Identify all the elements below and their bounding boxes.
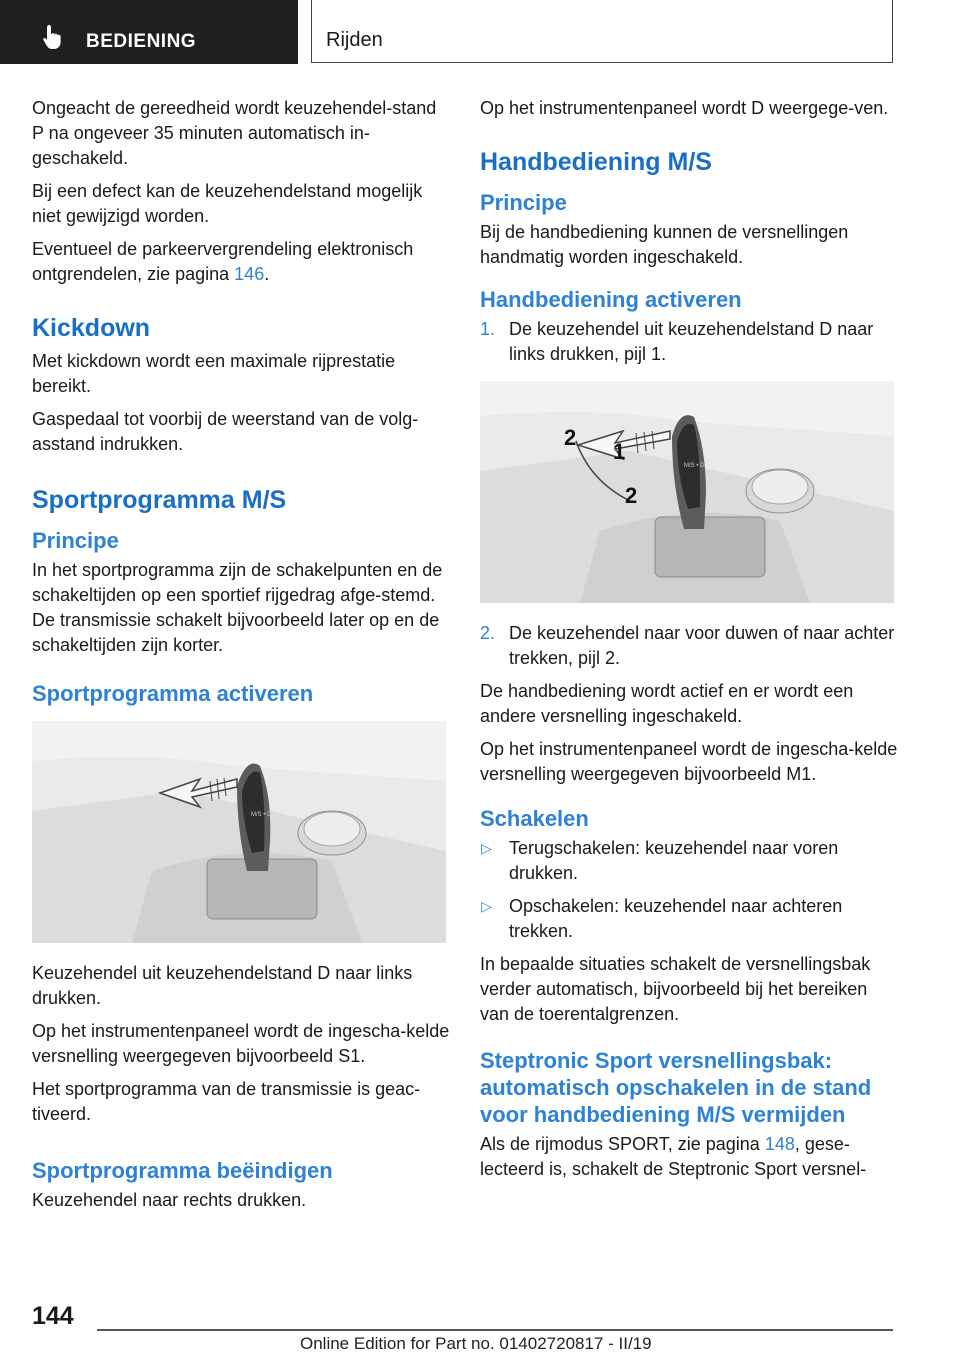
header-section-label: BEDIENING: [86, 31, 197, 52]
heading-handbediening: Handbediening M/S: [480, 148, 712, 176]
header-section-tab: [0, 0, 298, 64]
footer-edition: Online Edition for Part no. 01402720817 - II/19: [300, 1334, 652, 1353]
page-link-146[interactable]: 146: [234, 264, 265, 284]
paragraph: Het sportprogramma van de transmissie is geac-tiveerd.: [32, 1079, 421, 1124]
right-column: [480, 96, 898, 1190]
paragraph: Op het instrumentenpaneel wordt D weergege-ven.: [480, 98, 889, 118]
heading-sport-activeren: Sportprogramma activeren: [32, 681, 314, 706]
header-chapter-box: [311, 0, 893, 63]
page-link-148[interactable]: 148: [764, 1134, 795, 1154]
heading-hand-activeren: Handbediening activeren: [480, 287, 742, 312]
left-column: [32, 96, 450, 1221]
gear-selector-manual-illustration: [480, 381, 894, 603]
arrow-label-2: 2: [564, 425, 577, 450]
heading-schakelen: Schakelen: [480, 806, 589, 831]
footer-divider: [97, 1329, 893, 1331]
paragraph: Als de rijmodus SPORT, zie pagina 148, gese-lecteerd is, schakelt de Steptronic Sport versnel-: [480, 1134, 867, 1179]
paragraph: Met kickdown wordt een maximale rijprestatie bereikt.: [32, 351, 396, 396]
paragraph: Keuzehendel naar rechts drukken.: [32, 1190, 307, 1210]
header-chapter-label: Rijden: [326, 29, 383, 51]
list-item: ▷ Opschakelen: keuzehendel naar achteren trekken.: [481, 896, 843, 941]
heading-principe: Principe: [480, 190, 567, 215]
triangle-bullet-icon: ▷: [481, 898, 492, 914]
lever-label: M/S • D: [251, 812, 272, 818]
paragraph: Op het instrumentenpaneel wordt de ingescha-kelde versnelling weergegeven bijvoorbeeld S1.: [32, 1021, 450, 1066]
heading-sport-beeindigen: Sportprogramma beëindigen: [32, 1158, 333, 1183]
paragraph: Op het instrumentenpaneel wordt de ingescha-kelde versnelling weergegeven bijvoorbeeld M1.: [480, 739, 898, 784]
heading-steptronic: Steptronic Sport versnellingsbak: automatisch opschakelen in de stand voor handbediening M/S vermijden: [480, 1048, 872, 1127]
gear-selector-illustration: [32, 721, 446, 943]
heading-principe: Principe: [32, 528, 119, 553]
heading-sportprogramma: Sportprogramma M/S: [32, 486, 287, 514]
paragraph: Bij de handbediening kunnen de versnellingen handmatig worden ingeschakeld.: [480, 222, 849, 267]
heading-kickdown: Kickdown: [32, 314, 151, 342]
hand-pointer-icon: [42, 24, 64, 50]
paragraph: Keuzehendel uit keuzehendelstand D naar links drukken.: [32, 963, 413, 1008]
list-item: 1. De keuzehendel uit keuzehendelstand D naar links drukken, pijl 1.: [480, 319, 874, 364]
page-number: 144: [32, 1302, 74, 1330]
paragraph: Eventueel de parkeervergrendeling elektronisch ontgrendelen, zie pagina 146.: [32, 239, 414, 284]
arrow-label-1: 1: [613, 439, 626, 464]
paragraph: In bepaalde situaties schakelt de versnellingsbak verder automatisch, bijvoorbeeld bij het bereiken van de toerentalgrenzen.: [480, 954, 871, 1024]
paragraph: Gaspedaal tot voorbij de weerstand van de volg-asstand indrukken.: [32, 409, 419, 454]
paragraph: Bij een defect kan de keuzehendelstand mogelijk niet gewijzigd worden.: [32, 181, 423, 226]
lever-label: M/S • D: [684, 463, 705, 469]
paragraph: Ongeacht de gereedheid wordt keuzehendel-stand P na ongeveer 35 minuten automatisch in-geschakeld.: [32, 98, 437, 168]
paragraph: In het sportprogramma zijn de schakelpunten en de schakeltijden op een sportief rijgedrag afge-stemd. De transmissie schakelt bijvoorbeeld later op en de schakeltijden zijn korter.: [32, 560, 443, 655]
list-item: 2. De keuzehendel naar voor duwen of naar achter trekken, pijl 2.: [480, 623, 895, 668]
triangle-bullet-icon: ▷: [481, 840, 492, 856]
list-item: ▷ Terugschakelen: keuzehendel naar voren drukken.: [481, 838, 839, 883]
arrow-label-2: 2: [625, 483, 638, 508]
paragraph: De handbediening wordt actief en er wordt een andere versnelling ingeschakeld.: [480, 681, 854, 726]
